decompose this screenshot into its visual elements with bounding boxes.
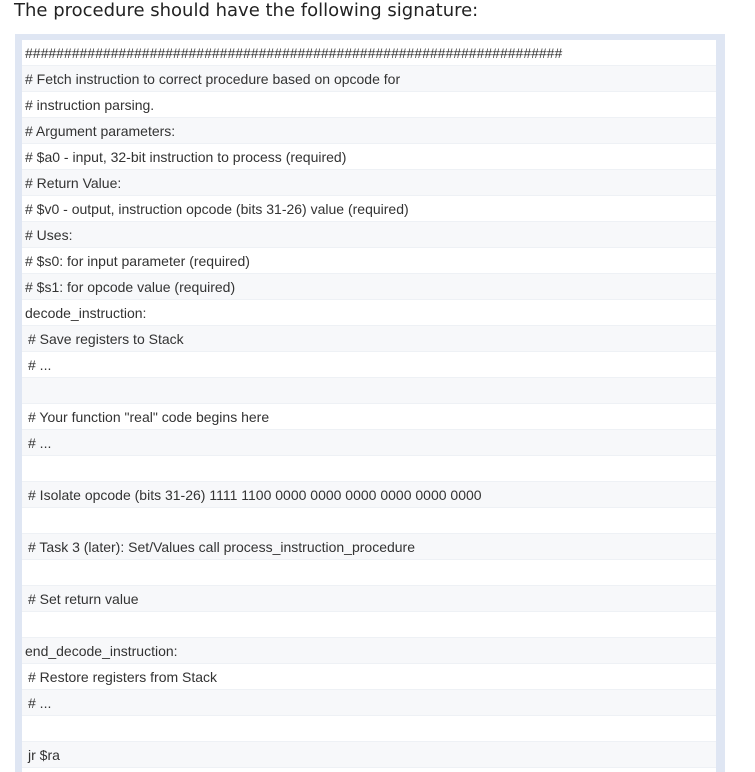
code-block xyxy=(22,40,716,772)
code-line: # $s0: for input parameter (required) xyxy=(22,248,716,274)
code-line: end_decode_instruction: xyxy=(22,638,716,664)
code-line: # Task 3 (later): Set/Values call process_instruction_procedure xyxy=(22,534,716,560)
code-line: # Return Value: xyxy=(22,170,716,196)
page-heading: The procedure should have the following signature: xyxy=(14,0,479,21)
code-line: ##################################################################### xyxy=(22,40,716,66)
code-line: # ... xyxy=(22,352,716,378)
code-line: # Set return value xyxy=(22,586,716,612)
code-line: # Save registers to Stack xyxy=(22,326,716,352)
code-line: # Isolate opcode (bits 31-26) 1111 1100 0000 0000 0000 0000 0000 0000 xyxy=(22,482,716,508)
code-line: # Restore registers from Stack xyxy=(22,664,716,690)
code-line xyxy=(22,456,716,482)
code-line xyxy=(22,508,716,534)
code-line: # ... xyxy=(22,690,716,716)
code-line: decode_instruction: xyxy=(22,300,716,326)
code-line: # Uses: xyxy=(22,222,716,248)
code-line xyxy=(22,612,716,638)
code-line xyxy=(22,716,716,742)
code-line: # Your function "real" code begins here xyxy=(22,404,716,430)
code-line: jr $ra xyxy=(22,742,716,768)
code-line: # ... xyxy=(22,430,716,456)
code-line: # Fetch instruction to correct procedure based on opcode for xyxy=(22,66,716,92)
code-line: # Argument parameters: xyxy=(22,118,716,144)
code-line: # $a0 - input, 32-bit instruction to process (required) xyxy=(22,144,716,170)
code-line: # $v0 - output, instruction opcode (bits 31-26) value (required) xyxy=(22,196,716,222)
code-line xyxy=(22,560,716,586)
code-line xyxy=(22,378,716,404)
code-line: # instruction parsing. xyxy=(22,92,716,118)
code-line: # $s1: for opcode value (required) xyxy=(22,274,716,300)
